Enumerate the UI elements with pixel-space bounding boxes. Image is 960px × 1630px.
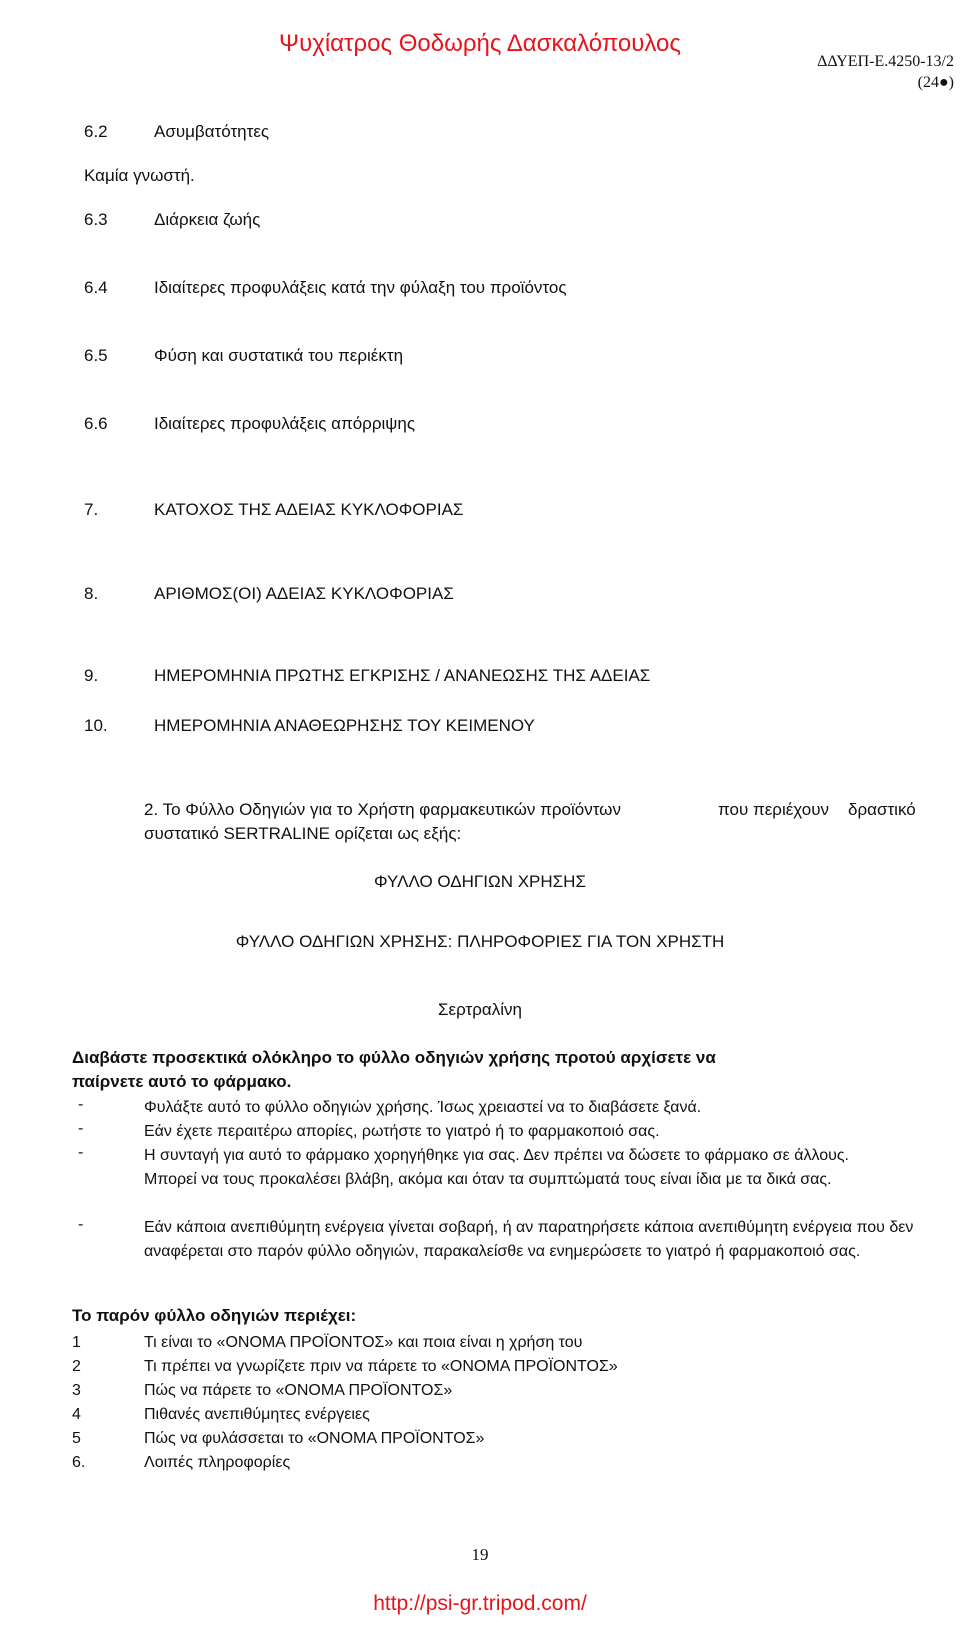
- document-code-suffix: (24●): [917, 73, 954, 91]
- toc-item: Πώς να φυλάσσεται το «ΟΝΟΜΑ ΠΡΟΪΟΝΤΟΣ»: [144, 1430, 485, 1447]
- toc-number: 2: [72, 1358, 81, 1375]
- section-number: 6.2: [84, 122, 108, 141]
- intro-text: συστατικό SERTRALINE ορίζεται ως εξής:: [144, 824, 462, 843]
- section-text: Καμία γνωστή.: [84, 166, 195, 185]
- toc-number: 1: [72, 1334, 81, 1351]
- toc-number: 3: [72, 1382, 81, 1399]
- header-title: Ψυχίατρος Θοδωρής Δασκαλόπουλος: [279, 30, 681, 57]
- warning-text: παίρνετε αυτό το φάρμακο.: [72, 1072, 292, 1091]
- toc-number: 4: [72, 1406, 81, 1423]
- toc-title: Το παρόν φύλλο οδηγιών περιέχει:: [72, 1306, 357, 1325]
- section-number: 7.: [84, 500, 99, 519]
- section-number: 6.6: [84, 414, 108, 433]
- bullet-text: Φυλάξτε αυτό το φύλλο οδηγιών χρήσης. Ίσως χρειαστεί να το διαβάσετε ξανά.: [144, 1099, 702, 1116]
- section-heading: Ασυμβατότητες: [154, 122, 270, 141]
- document-reference: [817, 52, 954, 94]
- section-heading: Ιδιαίτερες προφυλάξεις απόρριψης: [154, 414, 416, 433]
- bullet-text: Εάν έχετε περαιτέρω απορίες, ρωτήστε το γιατρό ή το φαρμακοποιό σας.: [144, 1123, 660, 1140]
- footer-url[interactable]: http://psi-gr.tripod.com/: [373, 1592, 587, 1615]
- warning-text: Διαβάστε προσεκτικά ολόκληρο το φύλλο οδηγιών χρήσης προτού αρχίσετε να: [72, 1048, 716, 1067]
- section-heading: ΑΡΙΘΜΟΣ(ΟΙ) ΑΔΕΙΑΣ ΚΥΚΛΟΦΟΡΙΑΣ: [154, 584, 454, 603]
- section-heading: ΚΑΤΟΧΟΣ ΤΗΣ ΑΔΕΙΑΣ ΚΥΚΛΟΦΟΡΙΑΣ: [154, 500, 464, 519]
- section-number: 6.5: [84, 346, 108, 365]
- section-heading: ΗΜΕΡΟΜΗΝΙΑ ΑΝΑΘΕΩΡΗΣΗΣ ΤΟΥ ΚΕΙΜΕΝΟΥ: [154, 716, 535, 735]
- section-number: 8.: [84, 584, 99, 603]
- section-heading: Ιδιαίτερες προφυλάξεις κατά την φύλαξη του προϊόντος: [154, 278, 567, 297]
- toc-number: 6.: [72, 1454, 86, 1471]
- intro-text: που περιέχουν: [718, 800, 830, 819]
- document-code: ΔΔΥΕΠ-Ε.4250-13/2: [817, 53, 954, 70]
- bullet-text: Εάν κάποια ανεπιθύμητη ενέργεια γίνεται σοβαρή, ή αν παρατηρήσετε κάποια ανεπιθύμητη ενέργεια που δεν αναφέρεται στο παρόν φύλλο οδηγιών, παρακαλείσθε να ενημερώσετε το γιατρό ή φαρμακοποιό σας.: [144, 1219, 914, 1260]
- section-number: 9.: [84, 666, 99, 685]
- bullet-dash: -: [78, 1144, 84, 1161]
- section-number: 10.: [84, 716, 108, 735]
- page-number: 19: [471, 1545, 489, 1564]
- toc-item: Λοιπές πληροφορίες: [144, 1454, 291, 1471]
- bullet-dash: -: [78, 1096, 84, 1113]
- bullet-dash: -: [78, 1120, 84, 1137]
- product-name: Σερτραλίνη: [438, 1000, 522, 1019]
- toc-number: 5: [72, 1430, 81, 1447]
- section-number: 6.3: [84, 210, 108, 229]
- section-number: 6.4: [84, 278, 108, 297]
- section-heading: ΗΜΕΡΟΜΗΝΙΑ ΠΡΩΤΗΣ ΕΓΚΡΙΣΗΣ / ΑΝΑΝΕΩΣΗΣ ΤΗΣ ΑΔΕΙΑΣ: [154, 666, 651, 685]
- bullet-text: Η συνταγή για αυτό το φάρμακο χορηγήθηκε για σας. Δεν πρέπει να δώσετε το φάρμακο σε άλλους. Μπορεί να τους προκαλέσει βλάβη, ακόμα και όταν τα συμπτώματά τους είναι ίδια με τα δικά σας.: [144, 1147, 849, 1188]
- toc-item: Τι πρέπει να γνωρίζετε πριν να πάρετε το «ΟΝΟΜΑ ΠΡΟΪΟΝΤΟΣ»: [144, 1358, 618, 1375]
- bullet-dash: -: [78, 1216, 84, 1233]
- section-heading: Φύση και συστατικά του περιέκτη: [154, 346, 404, 365]
- leaflet-title: ΦΥΛΛΟ ΟΔΗΓΙΩΝ ΧΡΗΣΗΣ: [374, 872, 586, 891]
- toc-item: Τι είναι το «ΟΝΟΜΑ ΠΡΟΪΟΝΤΟΣ» και ποια είναι η χρήση του: [144, 1334, 583, 1351]
- intro-text: δραστικό: [848, 800, 916, 819]
- intro-text: 2. Το Φύλλο Οδηγιών για το Χρήστη φαρμακευτικών προϊόντων: [144, 800, 621, 819]
- leaflet-subtitle: ΦΥΛΛΟ ΟΔΗΓΙΩΝ ΧΡΗΣΗΣ: ΠΛΗΡΟΦΟΡΙΕΣ ΓΙΑ ΤΟΝ ΧΡΗΣΤΗ: [235, 932, 725, 951]
- section-heading: Διάρκεια ζωής: [154, 210, 261, 229]
- toc-item: Πιθανές ανεπιθύμητες ενέργειες: [144, 1406, 370, 1423]
- toc-item: Πώς να πάρετε το «ΟΝΟΜΑ ΠΡΟΪΟΝΤΟΣ»: [144, 1382, 453, 1399]
